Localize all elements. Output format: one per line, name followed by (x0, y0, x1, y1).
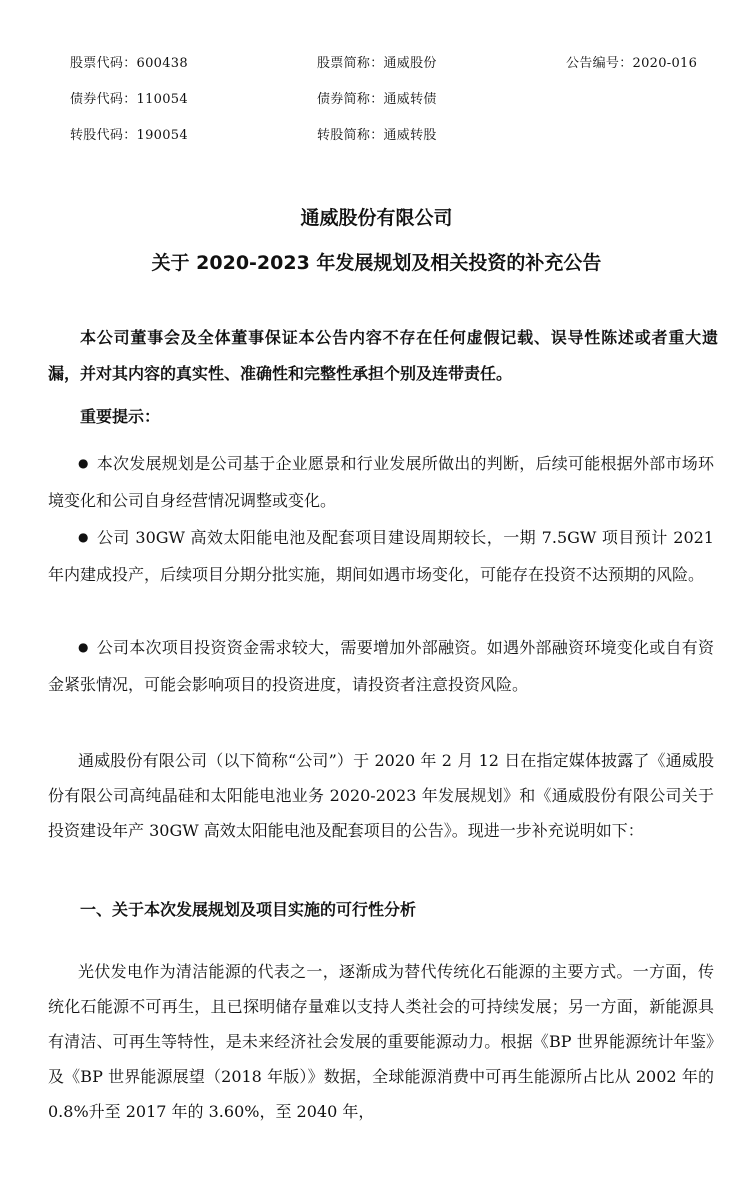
conversion-code: 转股代码：190054 (70, 128, 188, 143)
notice-heading: 重要提示： (80, 407, 161, 426)
black-circle-bullet-icon: ● (78, 530, 89, 544)
black-circle-bullet-icon: ● (78, 456, 89, 470)
notice-item (48, 630, 714, 702)
bond-code: 债券代码：110054 (70, 92, 188, 107)
notice-item (48, 520, 714, 592)
notice-item-text: 公司 30GW 高效太阳能电池及配套项目建设周期较长，一期 7.5GW 项目预计 2021 年内建成投产，后续项目分期分批实施，期间如遇市场变化，可能存在投资不达预期的风险。 (48, 528, 714, 584)
stock-name: 股票简称：通威股份 (317, 56, 437, 71)
intro-paragraph: 通威股份有限公司（以下简称“公司”）于 2020 年 2 月 12 日在指定媒体披露了《通威股份有限公司高纯晶硅和太阳能电池业务 2020-2023 年发展规划》和《通威股份有限公司关于投资建设年产 30GW 高效太阳能电池及配套项目的公告》。现进一步补充说明如下： (48, 751, 714, 840)
announcement-title: 关于 2020-2023 年发展规划及相关投资的补充公告 (151, 252, 602, 274)
notice-item-text: 公司本次项目投资资金需求较大，需要增加外部融资。如遇外部融资环境变化或自有资金紧张情况，可能会影响项目的投资进度，请投资者注意投资风险。 (48, 638, 714, 694)
section-1-heading: 一、关于本次发展规划及项目实施的可行性分析 (80, 900, 417, 919)
header-row-conversion (0, 124, 753, 148)
notice-item-text: 本次发展规划是公司基于企业愿景和行业发展所做出的判断，后续可能根据外部市场环境变化和公司自身经营情况调整或变化。 (48, 454, 714, 510)
bond-name: 债券简称：通威转债 (317, 92, 437, 107)
conversion-name: 转股简称：通威转股 (317, 128, 437, 143)
board-declaration: 本公司董事会及全体董事保证本公告内容不存在任何虚假记载、误导性陈述或者重大遗漏，并对其内容的真实性、准确性和完整性承担个别及连带责任。 (48, 328, 718, 383)
stock-code: 股票代码：600438 (70, 56, 188, 71)
section-1-body: 光伏发电作为清洁能源的代表之一，逐渐成为替代传统化石能源的主要方式。一方面，传统化石能源不可再生，且已探明储存量难以支持人类社会的可持续发展；另一方面，新能源具有清洁、可再生等特性，是未来经济社会发展的重要能源动力。根据《BP 世界能源统计年鉴》及《BP 世界能源展望（2018 年版）》数据，全球能源消费中可再生能源所占比从 2002 年的 0.8%升至 2017 年的 3.60%，至 2040 年， (48, 962, 714, 1121)
header-row-stock (0, 52, 753, 76)
black-circle-bullet-icon: ● (78, 640, 89, 654)
company-title: 通威股份有限公司 (300, 207, 453, 229)
notice-item (48, 446, 714, 518)
header-row-bond (0, 88, 753, 112)
announcement-number: 公告编号：2020-016 (566, 56, 698, 71)
